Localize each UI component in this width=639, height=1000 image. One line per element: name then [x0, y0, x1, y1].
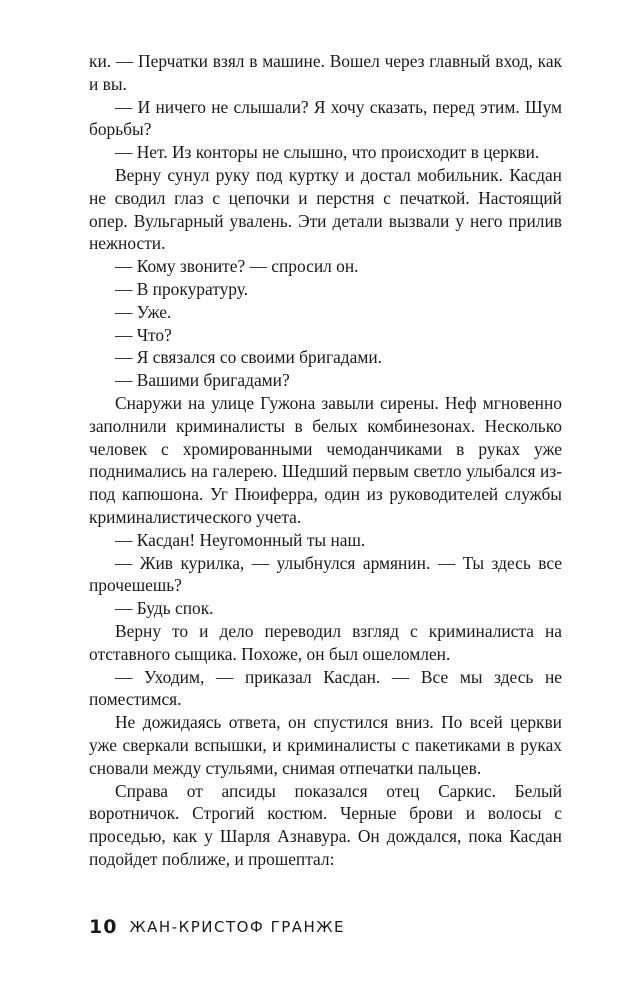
paragraph: Верну сунул руку под куртку и достал мобильник. Касдан не сводил глаз с цепочки и перстня с печаткой. Настоящий опер. Вульгарный увалень. Эти детали вызвали у него прилив нежности.	[89, 164, 562, 254]
paragraph: — И ничего не слышали? Я хочу сказать, перед этим. Шум борьбы?	[89, 96, 562, 140]
page-footer	[89, 915, 345, 939]
paragraph: — Кому звоните? — спросил он.	[115, 256, 359, 277]
paragraph: — Уходим, — приказал Касдан. — Все мы здесь не поместимся.	[89, 666, 562, 710]
paragraph: Верну то и дело переводил взгляд с криминалиста на отставного сыщика. Похоже, он был ошеломлен.	[89, 620, 562, 664]
paragraph: — Нет. Из конторы не слышно, что происходит в церкви.	[115, 142, 540, 163]
running-head-author: ЖАН-КРИСТОФ ГРАНЖЕ	[129, 918, 345, 936]
body-text	[89, 50, 562, 871]
paragraph: — Жив курилка, — улыбнулся армянин. — Ты здесь все прочешешь?	[89, 552, 562, 596]
page-number: 10	[89, 916, 118, 938]
paragraph: — Будь спок.	[115, 598, 214, 619]
paragraph: — Вашими бригадами?	[115, 370, 290, 391]
paragraph: — В прокуратуру.	[115, 278, 249, 299]
paragraph: — Я связался со своими бригадами.	[115, 347, 383, 368]
paragraph: Справа от апсиды показался отец Саркис. Белый воротничок. Строгий костюм. Черные брови и волосы с проседью, как у Шарля Азнавура. Он дождался, пока Касдан подойдет поближе, и прошептал:	[89, 780, 562, 869]
paragraph: Не дожидаясь ответа, он спустился вниз. По всей церкви уже сверкали вспышки, и криминалисты с пакетиками в руках сновали между стульями, снимая отпечатки пальцев.	[89, 712, 562, 778]
paragraph: Снаружи на улице Гужона завыли сирены. Неф мгновенно заполнили криминалисты в белых комбинезонах. Несколько человек с хромированными чемоданчиками в руках уже поднимались на галерею. Шедший первым светло улыбался из-под капюшона. Уг Пюиферра, один из руководителей службы криминалистического учета.	[89, 392, 562, 527]
paragraph: ки. — Перчатки взял в машине. Вошел через главный вход, как и вы.	[89, 51, 562, 94]
paragraph: — Уже.	[115, 301, 172, 322]
paragraph: — Касдан! Неугомонный ты наш.	[115, 529, 366, 550]
paragraph: — Что?	[115, 324, 172, 345]
